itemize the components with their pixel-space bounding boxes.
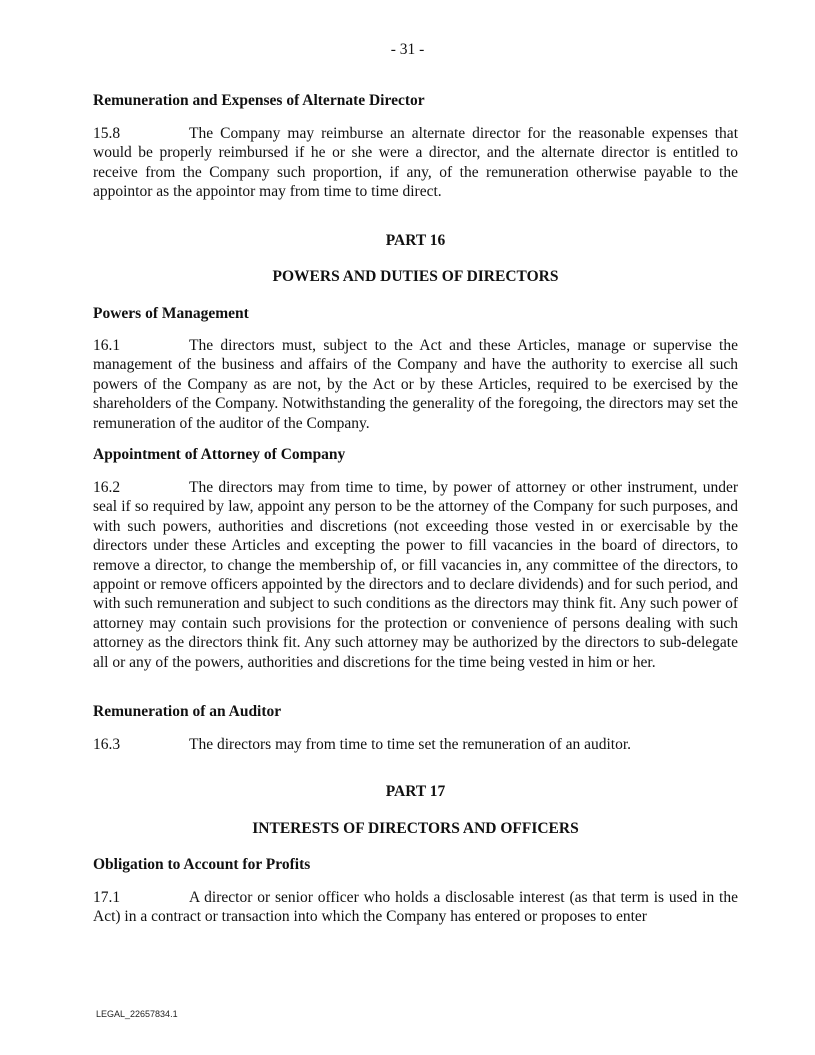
clause-text: The directors must, subject to the Act and these Articles, manage or supervise the management of the business and affairs of the Company and have the authority to exercise all such powers of the Company as are not, by the Act or by these Articles, required to be exercised by the shareholders of the Company. Notwithstanding the generality of the foregoing, the directors may set the remuneration of the auditor of the Company.	[93, 337, 738, 432]
part-16-title: POWERS AND DUTIES OF DIRECTORS	[272, 268, 559, 285]
clause-number: 17.1	[93, 889, 121, 906]
clause-number: 15.8	[93, 125, 121, 142]
section-heading-16-2: Appointment of Attorney of Company	[93, 446, 346, 463]
document-id-footer: LEGAL_22657834.1	[96, 1009, 178, 1019]
section-heading-16-3: Remuneration of an Auditor	[93, 703, 282, 720]
paragraph-16-1	[93, 336, 738, 433]
clause-text: The directors may from time to time, by power of attorney or other instrument, under seal if so required by law, appoint any person to be the attorney of the Company for such purposes, and with such powers, authorities and discretions (not exceeding those vested in or exercisable by the directors under these Articles and excepting the power to fill vacancies in the board of directors, to remove a director, to change the membership of, or fill vacancies in, any committee of the directors, to appoint or remove officers appointed by the directors and to declare dividends) and for such period, and with such remuneration and subject to such conditions as the directors may think fit. Any such power of attorney may contain such provisions for the protection or convenience of persons dealing with such attorney as the directors think fit. Any such attorney may be authorized by the directors to sub-delegate all or any of the powers, authorities and discretions for the time being vested in him or her.	[93, 479, 738, 671]
part-16-label: PART 16	[385, 232, 446, 249]
part-17-title: INTERESTS OF DIRECTORS AND OFFICERS	[252, 820, 579, 837]
section-heading-17-1: Obligation to Account for Profits	[93, 856, 311, 873]
paragraph-16-3	[93, 735, 738, 754]
paragraph-17-1	[93, 888, 738, 927]
clause-number: 16.3	[93, 736, 121, 753]
clause-number: 16.2	[93, 479, 121, 496]
section-heading-15-8: Remuneration and Expenses of Alternate Director	[93, 92, 425, 109]
clause-number: 16.1	[93, 337, 121, 354]
clause-text: The Company may reimburse an alternate director for the reasonable expenses that would be properly reimbursed if he or she were a director, and the alternate director is entitled to receive from the Company such proportion, if any, of the remuneration otherwise payable to the appointor as the appointor may from time to time direct.	[93, 125, 738, 201]
paragraph-16-2	[93, 478, 738, 672]
clause-text: The directors may from time to time set the remuneration of an auditor.	[189, 736, 632, 753]
page-number: - 31 -	[390, 41, 425, 58]
part-17-label: PART 17	[385, 783, 446, 800]
section-heading-16-1: Powers of Management	[93, 305, 249, 322]
paragraph-15-8	[93, 124, 738, 202]
clause-text: A director or senior officer who holds a disclosable interest (as that term is used in the Act) in a contract or transaction into which the Company has entered or proposes to enter	[93, 889, 738, 926]
